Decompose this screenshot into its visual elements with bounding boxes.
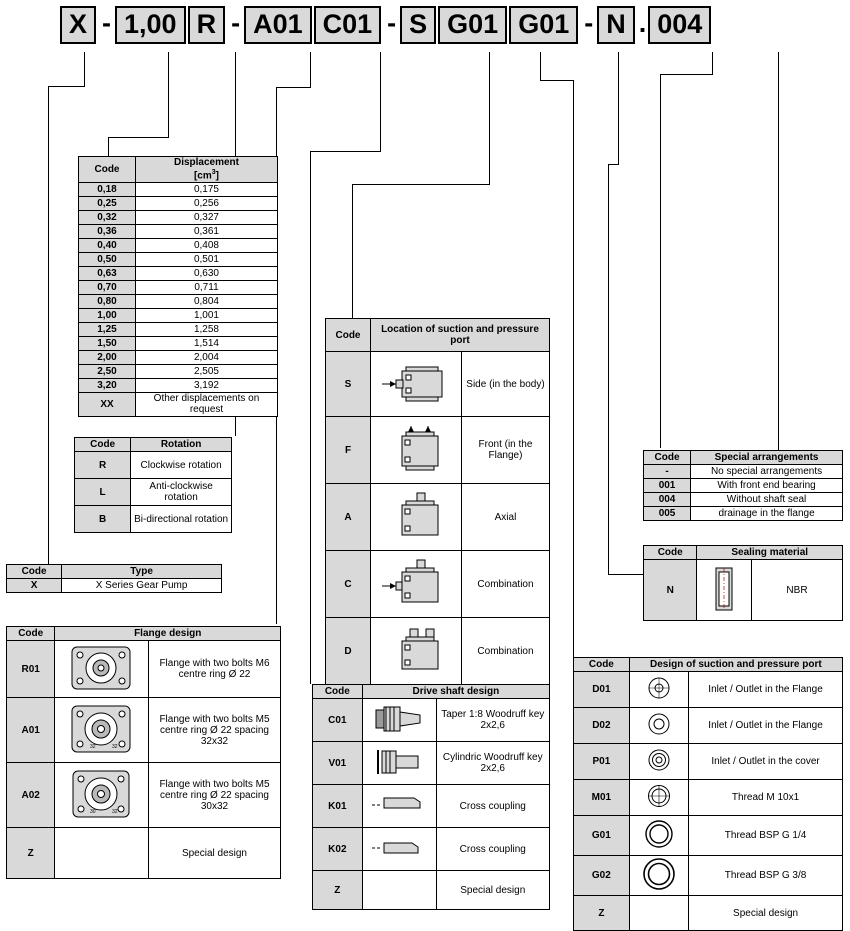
table-row — [644, 493, 843, 507]
cell-value: drainage in the flange — [691, 507, 843, 521]
cell-code: A01 — [7, 698, 55, 763]
cell-code: B — [75, 506, 131, 533]
cell-value: 0,501 — [135, 253, 277, 267]
cell-code: C01 — [313, 699, 363, 742]
table-row — [326, 417, 550, 484]
cell-value: Anti-clockwise rotation — [131, 479, 232, 506]
leader-line-displacement-v2 — [108, 137, 109, 158]
leader-line-portdesign1-h — [540, 80, 573, 81]
cell-value: Cross coupling — [436, 785, 549, 828]
cell-code: D — [326, 618, 371, 685]
driveshaft-header-code: Code — [313, 685, 363, 699]
cell-code: 2,50 — [79, 365, 136, 379]
leader-line-displacement-v1 — [168, 52, 169, 137]
cell-value: Thread BSP G 3/8 — [689, 856, 843, 896]
code-segment-port-design-1[interactable]: G01 — [438, 6, 507, 44]
table-row — [574, 672, 843, 708]
leader-line-portdesign2-h — [608, 164, 619, 165]
code-segment-rotation[interactable]: R — [188, 6, 226, 44]
table-flange — [6, 626, 281, 879]
table-row — [79, 225, 278, 239]
cell-code: M01 — [574, 780, 630, 816]
table-row — [79, 281, 278, 295]
portdesign-image-d01 — [629, 672, 688, 708]
cell-code: D01 — [574, 672, 630, 708]
leader-line-portlocation-v2 — [352, 184, 353, 318]
type-header-desc: Type — [62, 565, 222, 579]
shaft-taper-icon — [368, 704, 430, 734]
cell-code: F — [326, 417, 371, 484]
table-row — [574, 896, 843, 931]
cell-code: D02 — [574, 708, 630, 744]
pump-combination-port-icon — [376, 558, 456, 608]
driveshaft-image-k02 — [362, 828, 436, 871]
cell-code: 0,36 — [79, 225, 136, 239]
cell-value: 0,361 — [135, 225, 277, 239]
leader-line-sealing-h — [660, 74, 713, 75]
cell-value: Bi-directional rotation — [131, 506, 232, 533]
cell-code: 0,63 — [79, 267, 136, 281]
flange-icon-a02 — [66, 768, 138, 820]
cell-value: Inlet / Outlet in the cover — [689, 744, 843, 780]
cell-code: Z — [574, 896, 630, 931]
leader-line-portlocation-v1 — [489, 52, 490, 184]
leader-line-flange-v1 — [310, 52, 311, 87]
displacement-header-unit: [cm — [193, 169, 212, 181]
order-code-string — [60, 6, 713, 44]
cell-code: K02 — [313, 828, 363, 871]
code-segment-port-location[interactable]: S — [400, 6, 436, 44]
driveshaft-image-v01 — [362, 742, 436, 785]
rotation-header-desc: Rotation — [131, 438, 232, 452]
table-type — [6, 564, 222, 593]
portdesign-image-g01 — [629, 816, 688, 856]
cell-code: 0,40 — [79, 239, 136, 253]
table-row — [326, 352, 550, 417]
cell-value: Front (in the Flange) — [461, 417, 549, 484]
cell-code: 0,18 — [79, 183, 136, 197]
cell-code: P01 — [574, 744, 630, 780]
cell-code: G01 — [574, 816, 630, 856]
port-m01-thread-icon — [644, 783, 674, 809]
cell-value: 0,711 — [135, 281, 277, 295]
table-row — [574, 856, 843, 896]
cell-value: Combination — [461, 551, 549, 618]
flange-image-a01 — [55, 698, 149, 763]
cell-value: 2,004 — [135, 351, 277, 365]
table-row — [75, 452, 232, 479]
code-segment-flange[interactable]: A01 — [244, 6, 312, 44]
cell-value: 3,192 — [135, 379, 277, 393]
table-row — [574, 708, 843, 744]
port-p01-icon — [644, 747, 674, 773]
table-row — [79, 211, 278, 225]
cell-code: 004 — [644, 493, 691, 507]
cell-value: 1,514 — [135, 337, 277, 351]
flange-icon-r01 — [66, 644, 138, 692]
cell-code: 0,50 — [79, 253, 136, 267]
table-row — [574, 816, 843, 856]
table-row — [313, 699, 550, 742]
cell-value: Other displacements on request — [135, 393, 277, 417]
table-row — [326, 551, 550, 618]
table-row — [7, 698, 281, 763]
table-special-arrangements — [643, 450, 843, 521]
cell-value: Axial — [461, 484, 549, 551]
code-separator-2: - — [231, 8, 241, 38]
svg-text:32: 32 — [89, 743, 96, 750]
cell-code: 1,25 — [79, 323, 136, 337]
table-rotation — [74, 437, 232, 533]
table-row — [79, 295, 278, 309]
table-row — [79, 239, 278, 253]
table-displacement — [78, 156, 278, 417]
table-row — [644, 560, 843, 621]
cell-value: 1,258 — [135, 323, 277, 337]
cell-code: 0,25 — [79, 197, 136, 211]
table-row — [79, 197, 278, 211]
cell-code: Z — [7, 828, 55, 879]
cell-code: 005 — [644, 507, 691, 521]
table-row — [644, 479, 843, 493]
cell-code: R01 — [7, 641, 55, 698]
portlocation-image-d — [370, 618, 461, 685]
portdesign-image-d02 — [629, 708, 688, 744]
flange-image-a02 — [55, 763, 149, 828]
table-row — [75, 479, 232, 506]
leader-line-series-v2 — [48, 86, 49, 566]
table-row — [313, 785, 550, 828]
cell-code: N — [644, 560, 697, 621]
leader-line-portdesign1-v2 — [573, 80, 574, 658]
table-row — [79, 253, 278, 267]
portdesign-header-desc: Design of suction and pressure port — [629, 658, 842, 672]
cell-code: A02 — [7, 763, 55, 828]
cell-value: Clockwise rotation — [131, 452, 232, 479]
cell-value: Combination — [461, 618, 549, 685]
cell-value: Thread BSP G 1/4 — [689, 816, 843, 856]
table-port-location — [325, 318, 550, 685]
leader-line-sealing-v2 — [660, 74, 661, 448]
driveshaft-image-c01 — [362, 699, 436, 742]
table-row — [75, 506, 232, 533]
cell-value: Flange with two bolts M6 centre ring Ø 22 — [148, 641, 280, 698]
table-port-design — [573, 657, 843, 931]
pump-side-port-icon — [376, 361, 456, 405]
table-row — [79, 379, 278, 393]
table-row — [79, 365, 278, 379]
table-row — [79, 337, 278, 351]
code-separator-3: - — [387, 8, 397, 38]
leader-line-driveshaft-v1 — [380, 52, 381, 151]
type-header-code: Code — [7, 565, 62, 579]
cell-value: Without shaft seal — [691, 493, 843, 507]
code-segment-port-design-2[interactable]: G01 — [509, 6, 578, 44]
cell-value: Special design — [436, 871, 549, 910]
port-d01-icon — [644, 675, 674, 701]
cell-code: 001 — [644, 479, 691, 493]
flange-header-desc: Flange design — [55, 627, 281, 641]
special-header-code: Code — [644, 451, 691, 465]
portlocation-image-f — [370, 417, 461, 484]
table-row — [79, 393, 278, 417]
table-row — [7, 579, 222, 593]
cell-value: 0,804 — [135, 295, 277, 309]
table-row — [313, 871, 550, 910]
pump-axial-port-icon — [376, 491, 456, 541]
cell-code: X — [7, 579, 62, 593]
displacement-header-code: Code — [79, 157, 136, 183]
table-row — [79, 309, 278, 323]
leader-line-series-h — [48, 86, 85, 87]
code-separator-1: - — [102, 8, 112, 38]
cell-code: K01 — [313, 785, 363, 828]
table-drive-shaft — [312, 684, 550, 910]
cell-code: - — [644, 465, 691, 479]
table-row — [313, 828, 550, 871]
sealing-header-desc: Sealing material — [697, 546, 843, 560]
code-segment-drive-shaft[interactable]: C01 — [314, 6, 382, 44]
leader-line-flange-h — [276, 87, 311, 88]
cell-code: R — [75, 452, 131, 479]
leader-line-portdesign2-v2 — [608, 164, 609, 574]
leader-line-driveshaft-h — [310, 151, 381, 152]
table-row — [7, 763, 281, 828]
code-segment-displacement[interactable]: 1,00 — [115, 6, 186, 44]
cell-value: 0,630 — [135, 267, 277, 281]
code-separator-dot: . — [638, 8, 647, 38]
cell-value: Flange with two bolts M5 centre ring Ø 22 spacing 32x32 — [148, 698, 280, 763]
driveshaft-image-k01 — [362, 785, 436, 828]
portlocation-header-desc: Location of suction and pressure port — [370, 319, 549, 352]
cell-code: 2,00 — [79, 351, 136, 365]
table-sealing — [643, 545, 843, 621]
cell-value: 0,327 — [135, 211, 277, 225]
cell-value: 0,256 — [135, 197, 277, 211]
flange-header-code: Code — [7, 627, 55, 641]
portdesign-image-z — [629, 896, 688, 931]
table-row — [79, 323, 278, 337]
leader-line-portlocation-h — [352, 184, 490, 185]
cell-value: 0,408 — [135, 239, 277, 253]
cell-code: 1,00 — [79, 309, 136, 323]
code-segment-series[interactable]: X — [60, 6, 96, 44]
cell-value: Flange with two bolts M5 centre ring Ø 22 spacing 30x32 — [148, 763, 280, 828]
cell-value: Side (in the body) — [461, 352, 549, 417]
cell-code: Z — [313, 871, 363, 910]
cell-value: Thread M 10x1 — [689, 780, 843, 816]
table-row — [79, 267, 278, 281]
cell-value: Cross coupling — [436, 828, 549, 871]
cell-code: G02 — [574, 856, 630, 896]
svg-text:30: 30 — [89, 808, 96, 815]
cell-value: Special design — [148, 828, 280, 879]
code-separator-4: - — [584, 8, 594, 38]
driveshaft-image-z — [362, 871, 436, 910]
leader-line-displacement-h — [108, 137, 169, 138]
portlocation-image-c — [370, 551, 461, 618]
cell-value: 0,175 — [135, 183, 277, 197]
port-d02-icon — [644, 711, 674, 737]
cell-code: 1,50 — [79, 337, 136, 351]
cell-code: C — [326, 551, 371, 618]
shaft-cylindric-icon — [368, 747, 430, 777]
cell-value: Inlet / Outlet in the Flange — [689, 708, 843, 744]
cell-code: 0,80 — [79, 295, 136, 309]
leader-line-driveshaft-v2 — [310, 151, 311, 684]
code-segment-sealing[interactable]: N — [597, 6, 635, 44]
table-row — [7, 828, 281, 879]
seal-ring-icon — [707, 565, 741, 613]
cell-value: NBR — [751, 560, 842, 621]
cell-code: XX — [79, 393, 136, 417]
portdesign-image-m01 — [629, 780, 688, 816]
table-row — [326, 618, 550, 685]
cell-value: Taper 1:8 Woodruff key 2x2,6 — [436, 699, 549, 742]
flange-image-r01 — [55, 641, 149, 698]
leader-line-portdesign1-v1 — [540, 52, 541, 80]
driveshaft-header-desc: Drive shaft design — [362, 685, 549, 699]
portdesign-image-p01 — [629, 744, 688, 780]
portdesign-header-code: Code — [574, 658, 630, 672]
cell-value: Special design — [689, 896, 843, 931]
sealing-image-n — [697, 560, 752, 621]
table-row — [644, 465, 843, 479]
table-row — [7, 641, 281, 698]
leader-line-special-v1 — [778, 52, 779, 179]
svg-text:32: 32 — [111, 808, 118, 815]
displacement-header-unit-end: ] — [215, 169, 220, 181]
table-row — [574, 744, 843, 780]
cell-value: With front end bearing — [691, 479, 843, 493]
leader-line-sealing-v1 — [712, 52, 713, 74]
special-header-desc: Special arrangements — [691, 451, 843, 465]
cell-code: 0,70 — [79, 281, 136, 295]
cell-code: 0,32 — [79, 211, 136, 225]
portdesign-image-g02 — [629, 856, 688, 896]
cell-code: 3,20 — [79, 379, 136, 393]
cell-value: Inlet / Outlet in the Flange — [689, 672, 843, 708]
portlocation-image-s — [370, 352, 461, 417]
cell-value: X Series Gear Pump — [62, 579, 222, 593]
cell-code: V01 — [313, 742, 363, 785]
displacement-header-main: Displacement — [173, 157, 239, 168]
portlocation-image-a — [370, 484, 461, 551]
table-row — [644, 507, 843, 521]
portlocation-header-code: Code — [326, 319, 371, 352]
pump-combination2-port-icon — [376, 625, 456, 675]
shaft-cross-coupling2-icon — [368, 835, 430, 861]
cell-value: No special arrangements — [691, 465, 843, 479]
flange-icon-a01 — [66, 703, 138, 755]
port-g01-thread-icon — [642, 819, 676, 849]
port-g02-thread-icon — [640, 858, 678, 890]
table-row — [313, 742, 550, 785]
leader-line-portdesign2-v1 — [618, 52, 619, 164]
table-row — [574, 780, 843, 816]
table-row — [79, 183, 278, 197]
shaft-cross-coupling-icon — [368, 792, 430, 818]
cell-value: 2,505 — [135, 365, 277, 379]
flange-image-z — [55, 828, 149, 879]
table-row — [79, 351, 278, 365]
svg-text:32: 32 — [111, 743, 118, 750]
cell-code: A — [326, 484, 371, 551]
leader-line-portdesign2-h2 — [608, 574, 643, 575]
sealing-header-code: Code — [644, 546, 697, 560]
displacement-header-value — [135, 157, 277, 183]
cell-code: L — [75, 479, 131, 506]
cell-value: 1,001 — [135, 309, 277, 323]
cell-code: S — [326, 352, 371, 417]
pump-front-port-icon — [376, 424, 456, 474]
displacement-header-unit-sup: 3 — [211, 168, 216, 176]
cell-value: Cylindric Woodruff key 2x2,6 — [436, 742, 549, 785]
code-segment-special[interactable]: 004 — [648, 6, 711, 44]
table-row — [326, 484, 550, 551]
leader-line-series-v1 — [84, 52, 85, 86]
rotation-header-code: Code — [75, 438, 131, 452]
